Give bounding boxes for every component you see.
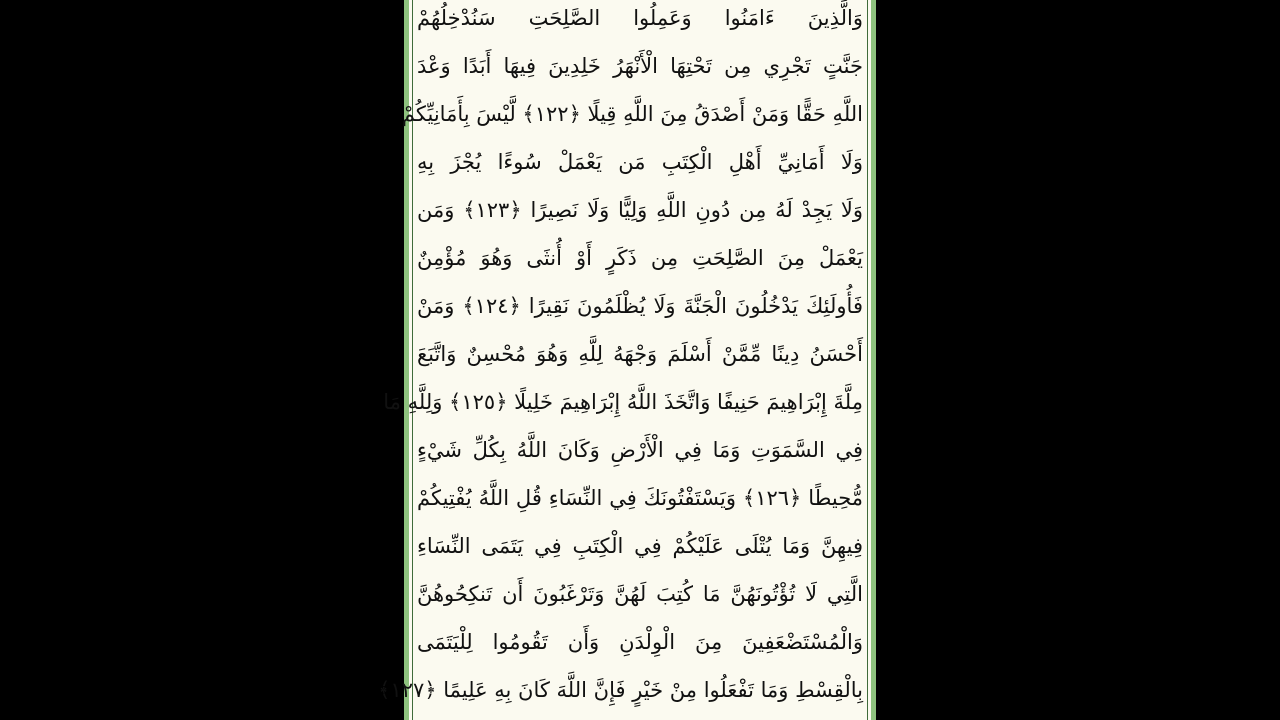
- verse-line-5: وَلَا يَجِدْ لَهُ مِن دُونِ اللَّهِ وَلِيًّا وَلَا نَصِيرًا ﴿١٢٣﴾ وَمَن: [417, 198, 863, 222]
- verse-line-13: الَّتِي لَا تُؤْتُونَهُنَّ مَا كُتِبَ لَهُنَّ وَتَرْغَبُونَ أَن تَنكِحُوهُنَّ: [417, 582, 863, 606]
- verse-line-7: فَأُولَئِكَ يَدْخُلُونَ الْجَنَّةَ وَلَا يُظْلَمُونَ نَقِيرًا ﴿١٢٤﴾ وَمَنْ: [417, 294, 863, 318]
- verse-line-12: فِيهِنَّ وَمَا يُتْلَى عَلَيْكُمْ فِي الْكِتَبِ فِي يَتَمَى النِّسَاءِ: [417, 534, 863, 558]
- verse-lines: [378, 0, 863, 720]
- verse-line-2: جَنَّتٍ تَجْرِي مِن تَحْتِهَا الْأَنْهَرُ خَلِدِينَ فِيهَا أَبَدًا وَعْدَ: [417, 54, 863, 78]
- verse-line-8: أَحْسَنُ دِينًا مِّمَّنْ أَسْلَمَ وَجْهَهُ لِلَّهِ وَهُوَ مُحْسِنٌ وَاتَّبَعَ: [417, 342, 863, 366]
- verse-line-15: بِالْقِسْطِ وَمَا تَفْعَلُوا مِنْ خَيْرٍ فَإِنَّ اللَّهَ كَانَ بِهِ عَلِيمًا ﴿١٢٧﴾: [378, 678, 863, 702]
- verse-line-4: وَلَا أَمَانِيِّ أَهْلِ الْكِتَبِ مَن يَعْمَلْ سُوءًا يُجْزَ بِهِ: [417, 150, 863, 174]
- verse-line-10: فِي السَّمَوَتِ وَمَا فِي الْأَرْضِ وَكَانَ اللَّهُ بِكُلِّ شَيْءٍ: [417, 438, 863, 462]
- verse-line-14: وَالْمُسْتَضْعَفِينَ مِنَ الْوِلْدَنِ وَأَن تَقُومُوا لِلْيَتَمَى: [417, 630, 863, 654]
- verse-line-1: وَالَّذِينَ ءَامَنُوا وَعَمِلُوا الصَّلِحَتِ سَنُدْخِلُهُمْ: [417, 6, 863, 30]
- quran-page: [378, 0, 876, 720]
- verse-line-6: يَعْمَلْ مِنَ الصَّلِحَتِ مِن ذَكَرٍ أَوْ أُنثَى وَهُوَ مُؤْمِنٌ: [417, 246, 863, 270]
- verse-line-3: اللَّهِ حَقًّا وَمَنْ أَصْدَقُ مِنَ اللَّهِ قِيلًا ﴿١٢٢﴾ لَّيْسَ بِأَمَانِيِّكُمْ: [401, 102, 863, 126]
- verse-line-9: مِلَّةَ إِبْرَاهِيمَ حَنِيفًا وَاتَّخَذَ اللَّهُ إِبْرَاهِيمَ خَلِيلًا ﴿١٢٥﴾ وَلِلَّهِ مَا: [383, 390, 863, 414]
- verse-line-11: مُّحِيطًا ﴿١٢٦﴾ وَيَسْتَفْتُونَكَ فِي النِّسَاءِ قُلِ اللَّهُ يُفْتِيكُمْ: [417, 486, 863, 510]
